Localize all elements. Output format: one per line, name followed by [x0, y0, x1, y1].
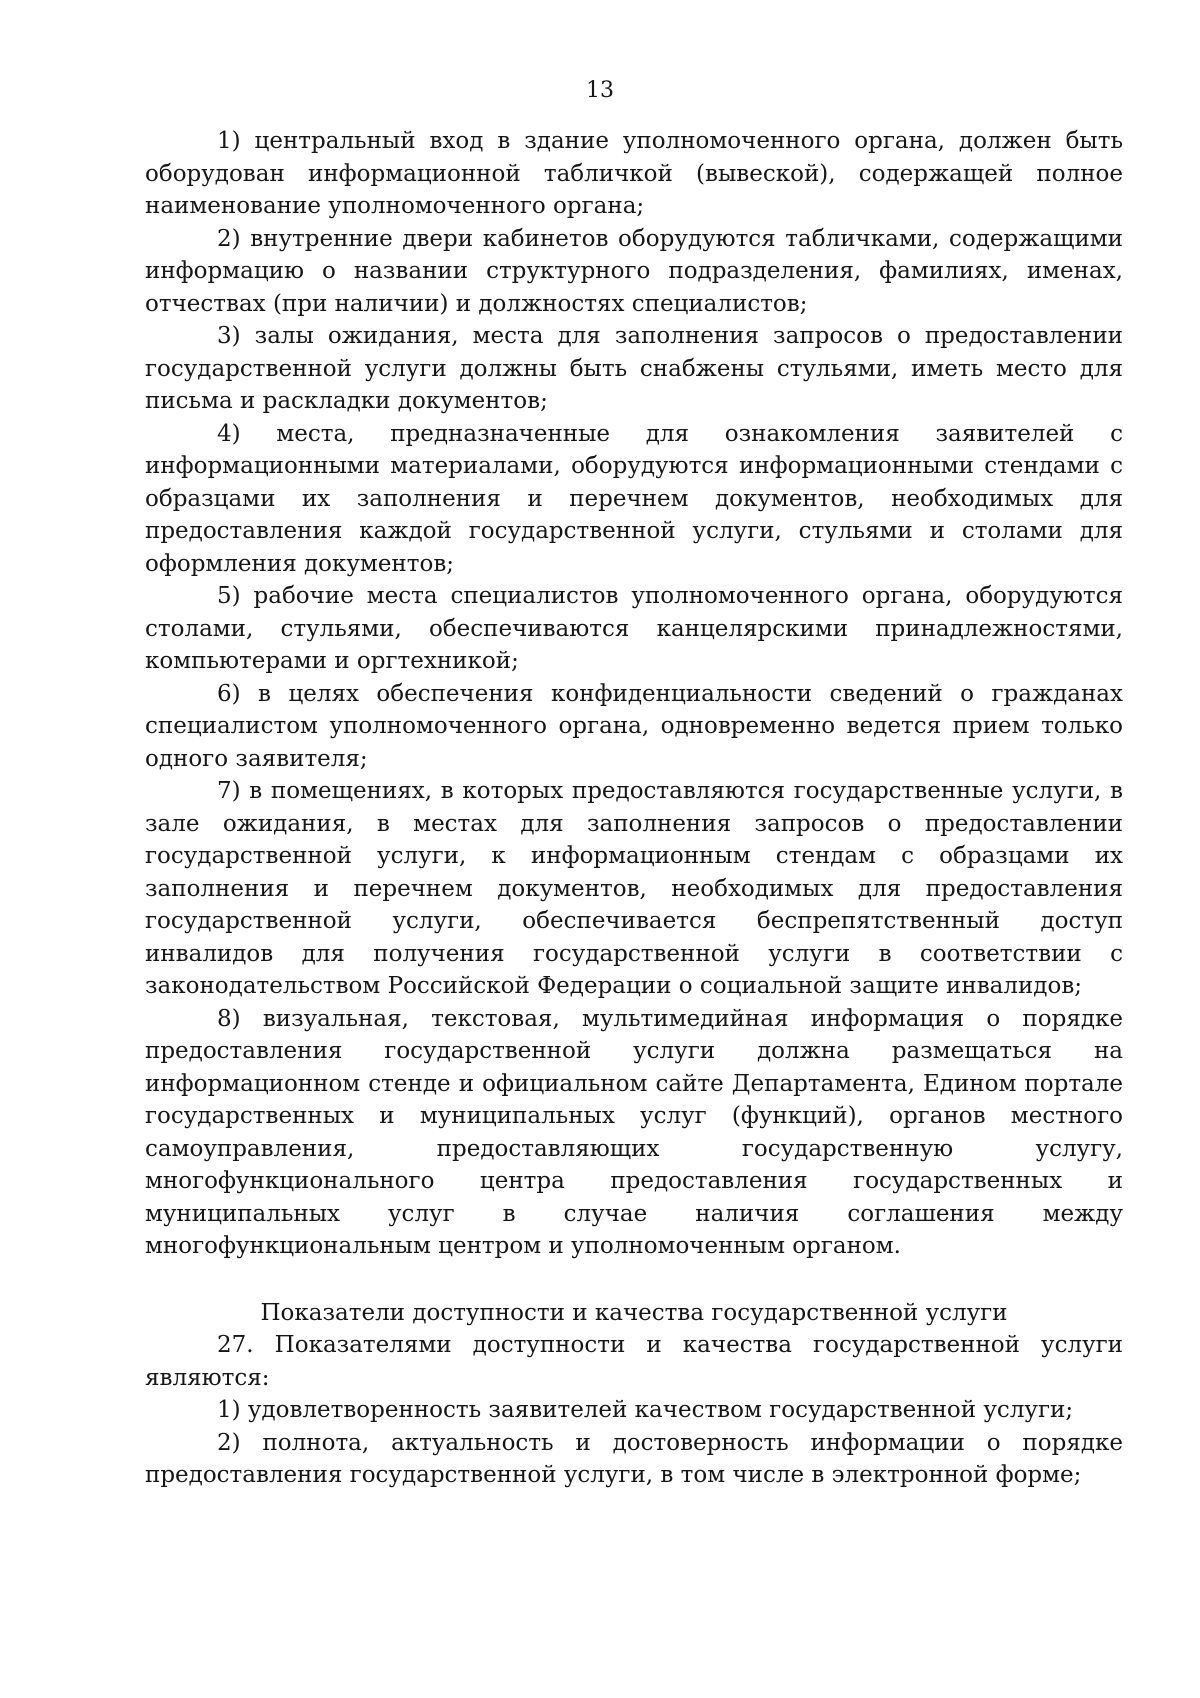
section-paragraph-item-1: 1) удовлетворенность заявителей качеством государственной услуги;: [217, 1397, 1074, 1423]
section-heading: Показатели доступности и качества государственной услуги: [260, 1299, 1008, 1326]
paragraph-item-6: 6) в целях обеспечения конфиденциальности сведений о гражданах специалистом уполномоченного органа, одновременно ведется прием только одного заявителя;: [145, 680, 1123, 772]
paragraph-item-8: 8) визуальная, текстовая, мультимедийная информация о порядке предоставления государственной услуги должна размещаться на информационном стенде и официальном сайте Департамента, Едином портале государственных и муниципальных услуг (функций), органов местного самоуправления, предоставляющих государственную услугу, многофункционального центра предоставления государственных и муниципальных услуг в случае наличия соглашения между многофункциональным центром и уполномоченным органом.: [145, 1005, 1123, 1259]
paragraph-item-5: 5) рабочие места специалистов уполномоченного органа, оборудуются столами, стульями, обеспечиваются канцелярскими принадлежностями, компьютерами и оргтехникой;: [145, 583, 1123, 674]
paragraph-item-1: 1) центральный вход в здание уполномоченного органа, должен быть оборудован информационной табличкой (вывеской), содержащей полное наименование уполномоченного органа;: [145, 128, 1123, 219]
paragraph-item-7: 7) в помещениях, в которых предоставляются государственные услуги, в зале ожидания, в местах для заполнения запросов о предоставлении государственной услуги, к информационным стендам с образцами их заполнения и перечнем документов, необходимых для предоставления государственной услуги, обеспечивается беспрепятственный доступ инвалидов для получения государственной услуги в соответствии с законодательством Российской Федерации о социальной защите инвалидов;: [145, 778, 1123, 999]
section-paragraph-27: 27. Показателями доступности и качества государственной услуги являются:: [145, 1332, 1123, 1391]
paragraph-item-4: 4) места, предназначенные для ознакомления заявителей с информационными материалами, оборудуются информационными стендами с образцами их заполнения и перечнем документов, необходимых для предоставления каждой государственной услуги, стульями и столами для оформления документов;: [145, 420, 1123, 577]
paragraph-item-2: 2) внутренние двери кабинетов оборудуются табличками, содержащими информацию о названии структурного подразделения, фамилиях, именах, отчествах (при наличии) и должностях специалистов;: [145, 225, 1123, 317]
page-number: 13: [586, 78, 614, 103]
document-body: [145, 125, 1123, 1492]
paragraph-item-3: 3) залы ожидания, места для заполнения запросов о предоставлении государственной услуги должны быть снабжены стульями, иметь место для письма и раскладки документов;: [145, 323, 1123, 414]
section-paragraph-item-2: 2) полнота, актуальность и достоверность информации о порядке предоставления государственной услуги, в том числе в электронной форме;: [145, 1429, 1123, 1488]
